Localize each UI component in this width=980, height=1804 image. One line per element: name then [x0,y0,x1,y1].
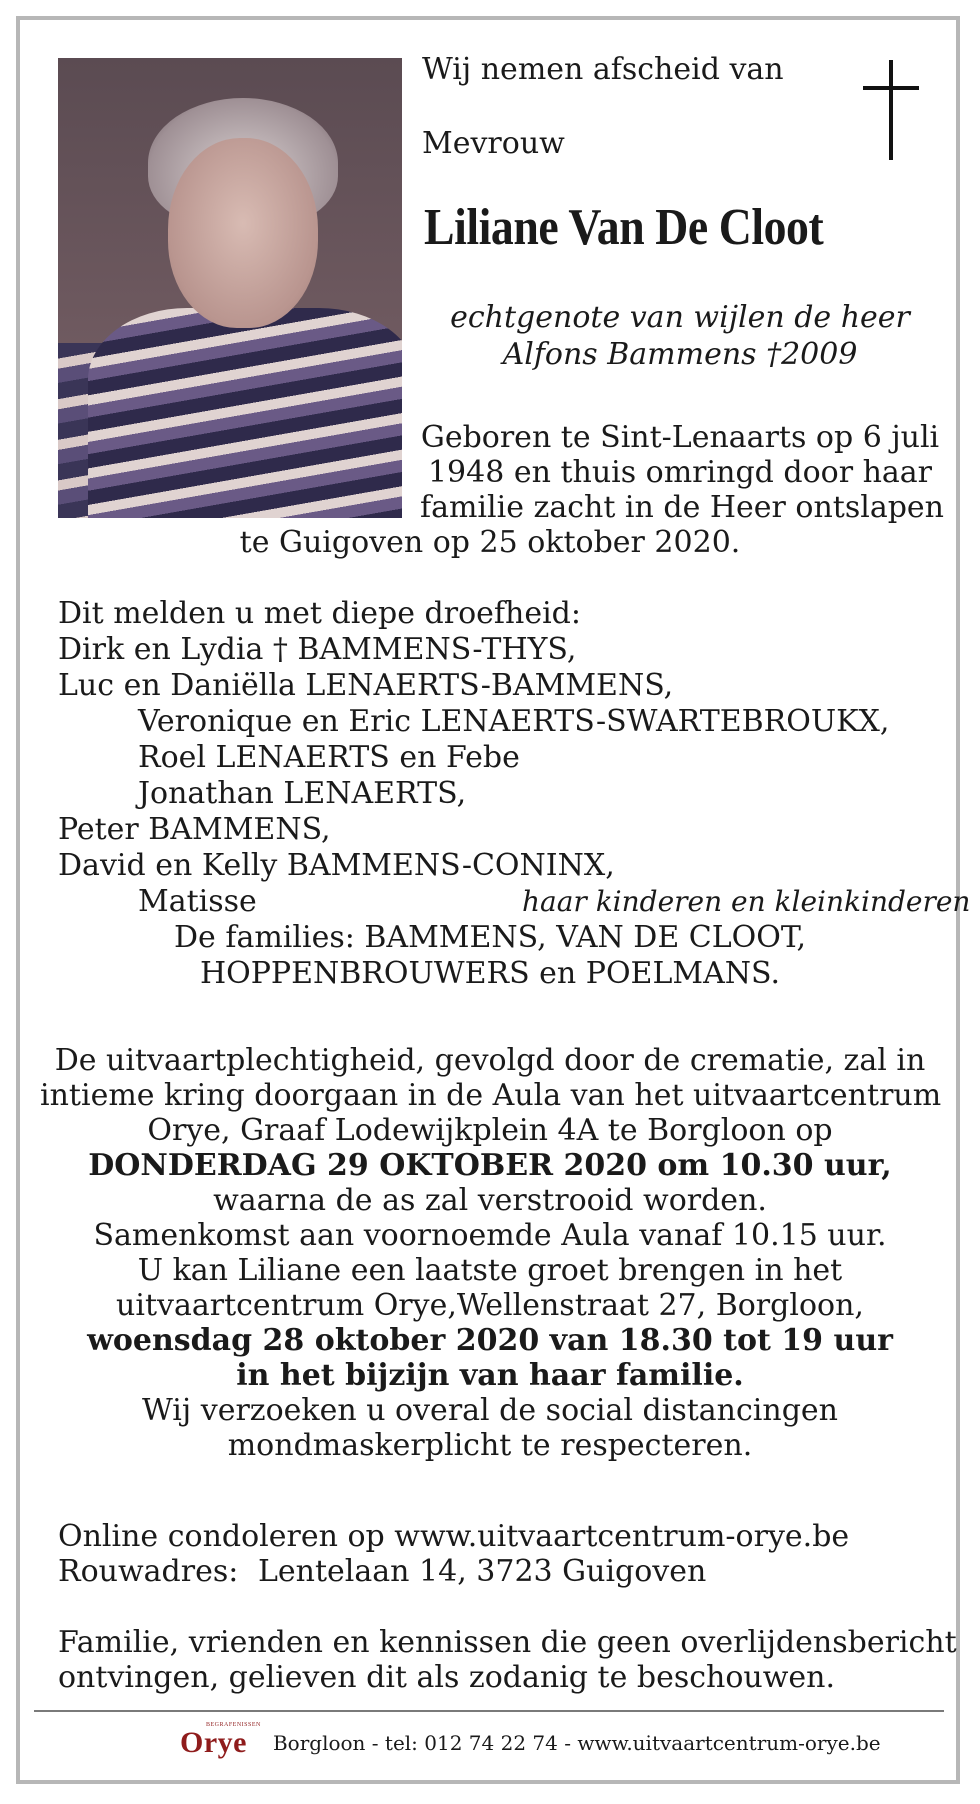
family-line: Peter BAMMENS, [58,812,331,847]
ceremony-line: uitvaartcentrum Orye,Wellenstraat 27, Borgloon, [116,1288,864,1323]
family-line: David en Kelly BAMMENS-CONINX, [58,848,615,883]
birth-line-3: familie zacht in de Heer ontslapen [420,490,945,525]
family-line: Jonathan LENAERTS, [138,776,467,811]
birth-line-4: te Guigoven op 25 oktober 2020. [239,525,741,560]
birth-line-1: Geboren te Sint-Lenaarts op 6 juli [420,420,940,455]
ceremony-line: Orye, Graaf Lodewijkplein 4A te Borgloon op [147,1113,833,1148]
address-label: Rouwadres: [58,1554,239,1589]
ceremony-line: Wij verzoeken u overal de social distancingen [142,1393,838,1428]
ceremony-date: DONDERDAG 29 OKTOBER 2020 om 10.30 uur, [88,1148,892,1183]
title-text: Mevrouw [422,126,565,161]
portrait-photo [58,58,402,518]
family-line: Matisse [138,884,257,919]
family-line: Luc en Daniëlla LENAERTS-BAMMENS, [58,668,674,703]
online-condolence: Online condoleren op www.uitvaartcentrum-orye.be [58,1519,850,1554]
footer [180,1722,881,1759]
closing-line-1: Familie, vrienden en kennissen die geen overlijdensbericht [58,1625,957,1660]
ceremony-line: U kan Liliane een laatste groet brengen in het [137,1253,843,1288]
family-line: Veronique en Eric LENAERTS-SWARTEBROUKX, [138,704,890,739]
deceased-name: Liliane Van De Cloot [424,199,824,256]
family-line: Dirk en Lydia † BAMMENS-THYS, [58,632,577,667]
logo-subtitle: BEGRAFENISSEN [206,1722,261,1728]
funeral-home-logo [180,1722,261,1760]
footer-divider [34,1710,944,1712]
ceremony-line: Samenkomst aan voornoemde Aula vanaf 10.15 uur. [93,1218,887,1253]
cross-icon [863,60,919,160]
family-intro: Dit melden u met diepe droefheid: [58,596,581,631]
intro-text: Wij nemen afscheid van [422,52,784,87]
ceremony-line: De uitvaartplechtigheid, gevolgd door de crematie, zal in [54,1043,926,1078]
families-line-1: De families: BAMMENS, VAN DE CLOOT, [174,920,806,955]
families-line-2: HOPPENBROUWERS en POELMANS. [199,956,781,991]
footer-contact: Borgloon - tel: 012 74 22 74 - www.uitvaartcentrum-orye.be [272,1731,881,1755]
family-line: Roel LENAERTS en Febe [138,740,520,775]
closing-line-2: ontvingen, gelieven dit als zodanig te beschouwen. [58,1660,836,1695]
ceremony-line: waarna de as zal verstrooid worden. [213,1183,767,1218]
portrait-face [168,138,318,328]
birth-line-2: 1948 en thuis omringd door haar [427,455,933,490]
visitation-time: woensdag 28 oktober 2020 van 18.30 tot 19 uur [87,1323,893,1358]
spouse-line-1: echtgenote van wijlen de heer [450,300,910,335]
ceremony-line: intieme kring doorgaan in de Aula van het uitvaartcentrum [40,1078,942,1113]
logo-text: Orye [180,1726,247,1759]
visitation-note: in het bijzijn van haar familie. [236,1358,744,1393]
address-value: Lentelaan 14, 3723 Guigoven [258,1554,707,1589]
ceremony-line: mondmaskerplicht te respecteren. [227,1428,753,1463]
portrait-dress [88,308,402,518]
spouse-line-2: Alfons Bammens †2009 [502,337,858,372]
relation-note: haar kinderen en kleinkinderen [522,885,971,918]
